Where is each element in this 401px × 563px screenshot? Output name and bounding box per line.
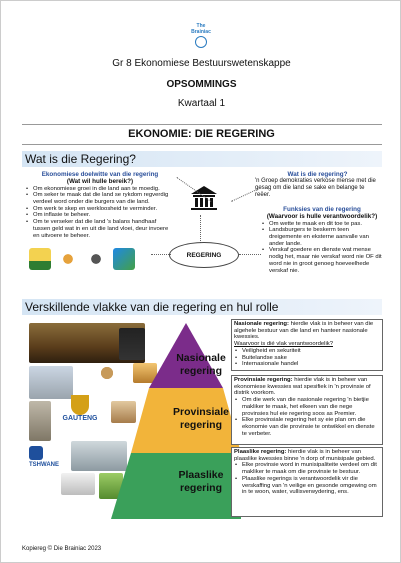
list-item: • Om die werk van die nasionale regering 'n bietjie makliker te maak, het elkeen van die nege provinsies hul eie regering soos as Premier.: [234, 397, 380, 417]
list-item: • Verskaf goedere en dienste wat mense nodig het, maar nie verskaf word nie OF dit word nie in groot genoeg hoeveelhede verskaf nie.: [261, 247, 383, 274]
regering-label: REGERING: [169, 242, 239, 268]
list-item: • Buitelandse sake: [234, 355, 380, 362]
list-item: • Om inflasie te beheer.: [25, 212, 175, 219]
summary-title: OPSOMMINGS: [166, 79, 237, 90]
provincial-list: [234, 397, 380, 437]
functions-subtitle: (Waarvoor is hulle verantwoordelik?): [266, 213, 378, 221]
legislature-photo: [29, 401, 51, 441]
money-icon: [85, 248, 107, 270]
subject-title: Gr 8 Ekonomiese Bestuurswetenskappe: [112, 58, 291, 69]
list-item: • Om seker te maak dat die land se rykdom regverdig verdeel word onder die burgers van die land.: [25, 192, 175, 205]
divider-bottom: [22, 144, 382, 145]
local-label-1: Plaaslike: [178, 469, 224, 481]
worker-icon: [57, 248, 79, 270]
list-item: • Om ekonomiese groei in die land aan te moedig.: [25, 186, 175, 193]
local-box: [231, 447, 383, 517]
provincial-box: [231, 375, 383, 445]
local-label-2: regering: [179, 482, 222, 494]
goals-list: [25, 186, 175, 240]
what-is-box: [255, 171, 380, 199]
national-box: [231, 319, 383, 371]
goals-title: Ekonomiese doelwitte van die regering: [41, 171, 159, 178]
local-box-title: Plaaslike regering:: [234, 449, 287, 455]
connector-line: [200, 215, 201, 243]
national-label-1: Nasionale: [176, 352, 226, 364]
brainiac-logo: [187, 23, 215, 45]
provincial-box-title: Provinsiale regering:: [234, 377, 293, 383]
list-item: • Internasionale handel: [234, 361, 380, 368]
term-title: Kwartaal 1: [177, 98, 226, 109]
list-item: • Elke provinsiale regering het sy eie plan om die ekonomie van die provinsie te ontwikkel en dienste te verbeter.: [234, 417, 380, 437]
gauteng-crest-icon: [71, 395, 89, 415]
goals-icons: [29, 248, 135, 270]
globe-icon: [113, 248, 135, 270]
tshwane-text: TSHWANE: [29, 462, 59, 468]
functions-list: [261, 221, 383, 275]
provincial-box-text: hierdie vlak is in beheer van ekonomiese kwessies wat spesifiek in 'n provinsie of distrik voorkom.: [234, 377, 371, 397]
copyright-footer: Kopiereg © Die Brainiac 2023: [22, 546, 102, 552]
logo-text: The Brainiac: [191, 23, 211, 35]
list-item: • Om wette te maak en dit toe te pas.: [261, 221, 383, 228]
what-is-title: Wat is die regering?: [287, 171, 348, 178]
list-item: • Elke provinsie word in munisipaliteite verdeel om dit makliker te maak om die provinsie te bestuur.: [234, 462, 380, 475]
section-title: EKONOMIE: DIE REGERING: [128, 128, 275, 140]
provincial-label: [166, 406, 236, 432]
provincial-label-1: Provinsiale: [172, 406, 230, 418]
tshwane-crest-icon: [29, 446, 43, 460]
connector-line: [151, 254, 171, 255]
economic-goals-box: [25, 171, 175, 239]
local-box-text: hierdie vlak is in beheer van plaaslike kwessies binne 'n dorp of munisipale gebied.: [234, 449, 376, 462]
heading-levels: Verskillende vlakke van die regering en hul rolle: [25, 300, 279, 314]
heading-what: Wat is die Regering?: [25, 152, 136, 166]
national-list: [234, 348, 380, 368]
gauteng-text: GAUTENG: [62, 415, 98, 422]
functions-title: Funksies van die regering: [283, 206, 361, 213]
list-item: • Veiligheid en sekuriteit: [234, 348, 380, 355]
garbage-truck-photo: [61, 473, 95, 495]
provincial-label-2: regering: [179, 419, 222, 431]
national-box-text: hierdie vlak is in beheer van die algehele bestuur van die land en hanteer nasionale kwessies.: [234, 321, 374, 341]
national-resp: Waarvoor is dié vlak verantwoordelik?: [234, 341, 333, 348]
goals-subtitle: (Wat wil hulle bereik?): [66, 178, 134, 186]
gauteng-logo: [53, 395, 107, 425]
national-label-2: regering: [179, 365, 222, 377]
list-item: • Landsburgers te beskerm teen dreigemente en eksterne aanvalle van ander lande.: [261, 227, 383, 247]
list-item: • Om werk te skep en werkloosheid te verminder.: [25, 206, 175, 213]
logo-icon: [195, 36, 207, 48]
connector-line: [239, 254, 261, 255]
national-label: [171, 352, 231, 378]
divider-top: [22, 124, 382, 125]
local-list: [234, 462, 380, 496]
functions-box: [261, 206, 383, 274]
what-is-text: 'n Groep demokraties verkose mense met die gesag om die land se sake en belange te reëer.: [255, 178, 376, 199]
national-box-title: Nasionale regering:: [234, 321, 289, 327]
list-item: • Plaaslike regerings is verantwoordelik vir die verskaffing van 'n veilige en gesonde omgewing om in te woon, water, vullisverwydering, ens.: [234, 476, 380, 496]
local-label: [166, 469, 236, 495]
growth-icon: [29, 248, 51, 270]
list-item: • Om te verseker dat die land 's balans handhaaf tussen geld wat in en uit die land vloei, deur invoere en uitvoere te beheer.: [25, 219, 175, 239]
